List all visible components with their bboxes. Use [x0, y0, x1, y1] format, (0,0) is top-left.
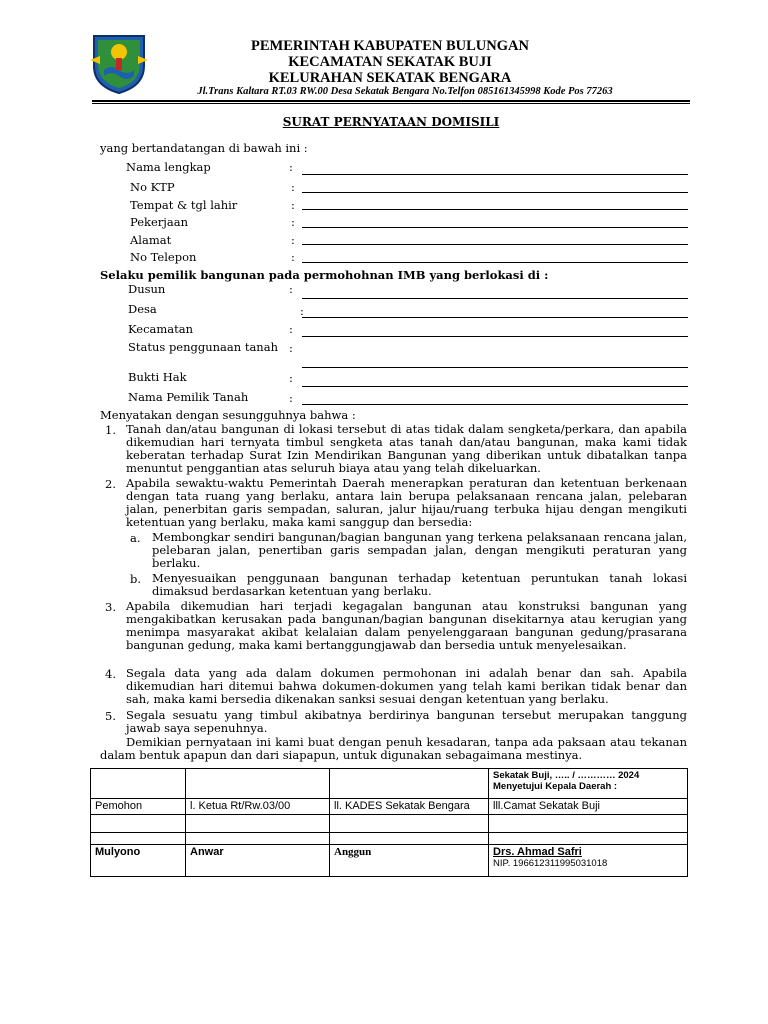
date-line: Sekatak Buji, ….. / ………… 2024 — [493, 770, 640, 781]
field-colon: : — [289, 341, 293, 355]
field-label-pekerjaan: Pekerjaan — [130, 215, 188, 229]
field-line-dusun[interactable] — [302, 298, 688, 299]
field-line-bukti-hak[interactable] — [302, 386, 688, 387]
field-line-pemilik-tanah[interactable] — [302, 404, 688, 405]
field-label-kecamatan: Kecamatan — [128, 322, 194, 336]
field-colon: : — [291, 198, 295, 212]
signature-table — [90, 768, 688, 877]
field-colon: : — [289, 371, 293, 385]
field-colon: : — [291, 250, 295, 264]
statement-item-4: Segala data yang ada dalam dokumen permohonan ini adalah benar dan sah. Apabila dikemudian hari ditemui bahwa dokumen-dokumen yang telah kami berikan tidak benar dan sah, maka kami bersedia dikenakan sanksi sesuai dengan ketentuan yang berlaku. — [126, 666, 687, 706]
signature-space[interactable] — [330, 815, 489, 833]
field-colon: : — [289, 282, 293, 296]
field-colon: : — [291, 215, 295, 229]
signature-space[interactable] — [186, 833, 330, 845]
kop-line-3: KELURAHAN SEKATAK BENGARA — [268, 70, 512, 86]
item-number: 5. — [105, 709, 116, 723]
item-number: 2. — [105, 477, 116, 491]
intro-text: yang bertandatangan di bawah ini : — [100, 141, 308, 155]
field-line-telepon[interactable] — [302, 262, 688, 263]
item-number: 4. — [105, 667, 116, 681]
field-label-alamat: Alamat — [130, 233, 172, 247]
field-colon: : — [291, 180, 295, 194]
statement-item-2: Apabila sewaktu-waktu Pemerintah Daerah menerapkan peraturan dan ketentuan berkenaan dengan tata ruang yang berlaku, antara lain berupa pelaksanaan rencana jalan, pelebaran jalan, penerbitan garis sempadan, saluran, jalur hijau/ruang terbuka hijau dengan mengikuti ketentuan yang berlaku, maka kami sanggup dan bersedia: — [126, 476, 687, 529]
name-kades: Anggun — [330, 845, 489, 877]
field-line-nama[interactable] — [302, 174, 688, 175]
role-pemohon: Pemohon — [91, 799, 186, 815]
field-label-status-tanah: Status penggunaan tanah — [128, 340, 278, 354]
item-number: 1. — [105, 423, 116, 437]
field-label-dusun: Dusun — [128, 282, 166, 296]
signature-space[interactable] — [91, 833, 186, 845]
field-line-desa[interactable] — [302, 317, 688, 318]
role-kades: ll. KADES Sekatak Bengara — [330, 799, 489, 815]
field-line-kecamatan[interactable] — [302, 336, 688, 337]
field-label-desa: Desa — [128, 302, 157, 316]
kop-line-2: KECAMATAN SEKATAK BUJI — [288, 54, 492, 70]
name-ketua-rt: Anwar — [186, 845, 330, 877]
signature-space[interactable] — [330, 833, 489, 845]
field-label-nama: Nama lengkap — [126, 160, 211, 174]
header-rule-thick — [92, 100, 690, 102]
item-letter: a. — [130, 531, 141, 545]
statement-item-2b: Menyesuaikan penggunaan bangunan terhadap ketentuan peruntukan tanah lokasi dimaksud berdasarkan ketentuan yang berlaku. — [152, 571, 687, 598]
statement-intro: Menyatakan dengan sesungguhnya bahwa : — [100, 408, 356, 422]
signature-space[interactable] — [186, 815, 330, 833]
field-line-ttl[interactable] — [302, 209, 688, 210]
camat-nip: NIP. 196612311995031018 — [493, 858, 608, 869]
header-rule-thin — [92, 103, 690, 104]
field-label-bukti-hak: Bukti Hak — [128, 370, 187, 384]
field-line-status-tanah[interactable] — [302, 367, 688, 368]
field-label-ttl: Tempat & tgl lahir — [130, 198, 238, 212]
signature-space[interactable] — [91, 815, 186, 833]
field-label-ktp: No KTP — [130, 180, 175, 194]
field-colon: : — [291, 233, 295, 247]
statement-item-2a: Membongkar sendiri bangunan/bagian bangunan yang terkena pelaksanaan rencana jalan, pelebaran jalan, penertiban garis sempadan jalan, dengan mengikuti peraturan yang berlaku. — [152, 530, 687, 570]
empty-cell — [186, 769, 330, 799]
item-number: 3. — [105, 600, 116, 614]
approve-line: Menyetujui Kepala Daerah : — [493, 781, 618, 792]
field-line-alamat[interactable] — [302, 244, 688, 245]
location-heading: Selaku pemilik bangunan pada permohohnan IMB yang berlokasi di : — [100, 268, 549, 282]
kop-line-1: PEMERINTAH KABUPATEN BULUNGAN — [251, 38, 529, 54]
name-pemohon: Mulyono — [91, 845, 186, 877]
statement-item-1: Tanah dan/atau bangunan di lokasi tersebut di atas tidak dalam sengketa/perkara, dan apabila dikemudian hari ternyata timbul sengketa atas tanah dan/atau bangunan, maka kami tidak keberatan terhadap Surat Izin Mendirikan Bangunan yang diberikan untuk dibatalkan tanpa menuntut penggantian atas seluruh biaya atau yang telah dikeluarkan. — [126, 422, 687, 475]
closing-paragraph: Demikian pernyataan ini kami buat dengan penuh kesadaran, tanpa ada paksaan atau tekanan dalam bentuk apapun dan dari siapapun, untuk digunakan sebagaimana mestinya. — [100, 735, 687, 762]
field-line-ktp[interactable] — [302, 192, 688, 193]
role-camat: lll.Camat Sekatak Buji — [489, 799, 688, 815]
field-colon: : — [289, 160, 293, 174]
field-colon: : — [300, 304, 304, 318]
field-label-pemilik-tanah: Nama Pemilik Tanah — [128, 390, 249, 404]
name-camat: Drs. Ahmad Safri — [493, 846, 582, 858]
item-letter: b. — [130, 572, 142, 586]
role-ketua-rt: l. Ketua Rt/Rw.03/00 — [186, 799, 330, 815]
signature-space[interactable] — [489, 833, 688, 845]
field-label-telepon: No Telepon — [130, 250, 197, 264]
document-title: SURAT PERNYATAAN DOMISILI — [282, 115, 500, 129]
empty-cell — [91, 769, 186, 799]
statement-item-3: Apabila dikemudian hari terjadi kegagalan bangunan atau konstruksi bangunan yang mengakibatkan kerusakan pada bangunan/bagian bangunan disekitarnya atau kerugian yang menimpa masyarakat akibat kelalaian dalam penyelenggaraan bangunan gedung/prasarana bangunan gedung, maka kami bertanggungjawab dan bersedia untuk menyelesaikan. — [126, 599, 687, 652]
empty-cell — [330, 769, 489, 799]
kop-address: Jl.Trans Kaltara RT.03 RW.00 Desa Sekatak Bengara No.Telfon 085161345998 Kode Pos 77263 — [197, 86, 613, 97]
signature-space[interactable] — [489, 815, 688, 833]
statement-item-5: Segala sesuatu yang timbul akibatnya berdirinya bangunan tersebut merupakan tanggung jawab saya sepenuhnya. — [126, 708, 687, 735]
field-line-pekerjaan[interactable] — [302, 227, 688, 228]
field-colon: : — [289, 391, 293, 405]
field-colon: : — [289, 322, 293, 336]
